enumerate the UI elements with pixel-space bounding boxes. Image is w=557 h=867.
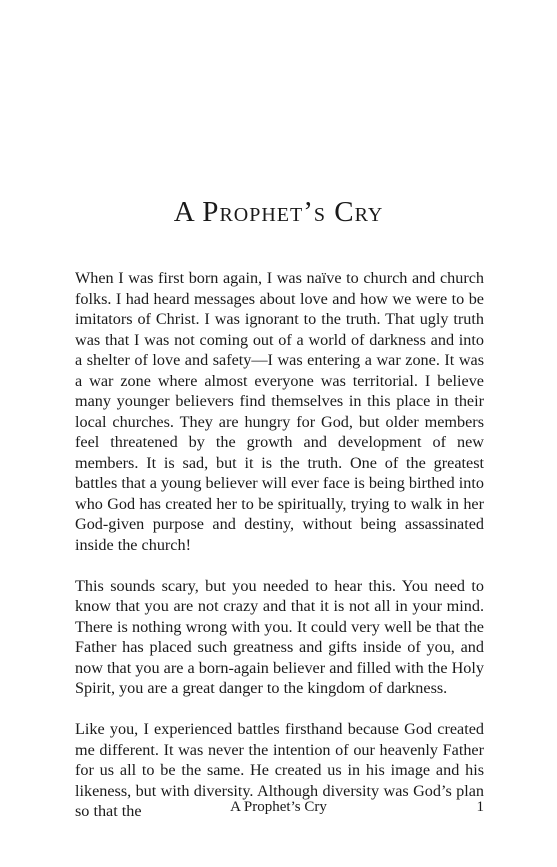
page-number: 1	[476, 799, 484, 815]
paragraph-2: This sounds scary, but you needed to hear this. You need to know that you are not crazy and that it is not all in your mind. There is nothing wrong with you. It could very well be that the Father has placed such greatness and gifts inside of you, and now that you are a born-again believer and filled with the Holy Spirit, you are a great danger to the kingdom of darkness.	[75, 576, 484, 697]
chapter-body	[75, 268, 484, 842]
running-footer-title: A Prophet’s Cry	[230, 799, 327, 815]
paragraph-3: Like you, I experienced battles firsthand because God created me different. It was never the intention of our heavenly Father for us all to be the same. He created us in his image and his likeness, but with diversity. Although diversity was God’s plan so that the	[75, 720, 484, 820]
chapter-title: A Prophet’s Cry	[173, 196, 384, 228]
paragraph-1: When I was first born again, I was naïve to church and church folks. I had heard messages about love and how we were to be imitators of Christ. I was ignorant to the truth. That ugly truth was that I was not coming out of a world of darkness and into a shelter of love and safety—I was entering a war zone. It was a war zone where almost everyone was territorial. I believe many younger believers find themselves in this place in their local churches. They are hungry for God, but older members feel threatened by the growth and development of new members. It is sad, but it is the truth. One of the greatest battles that a young believer will ever face is being birthed into who God has created her to be spiritually, trying to walk in her God-given purpose and destiny, without being assassinated inside the church!	[75, 269, 484, 554]
